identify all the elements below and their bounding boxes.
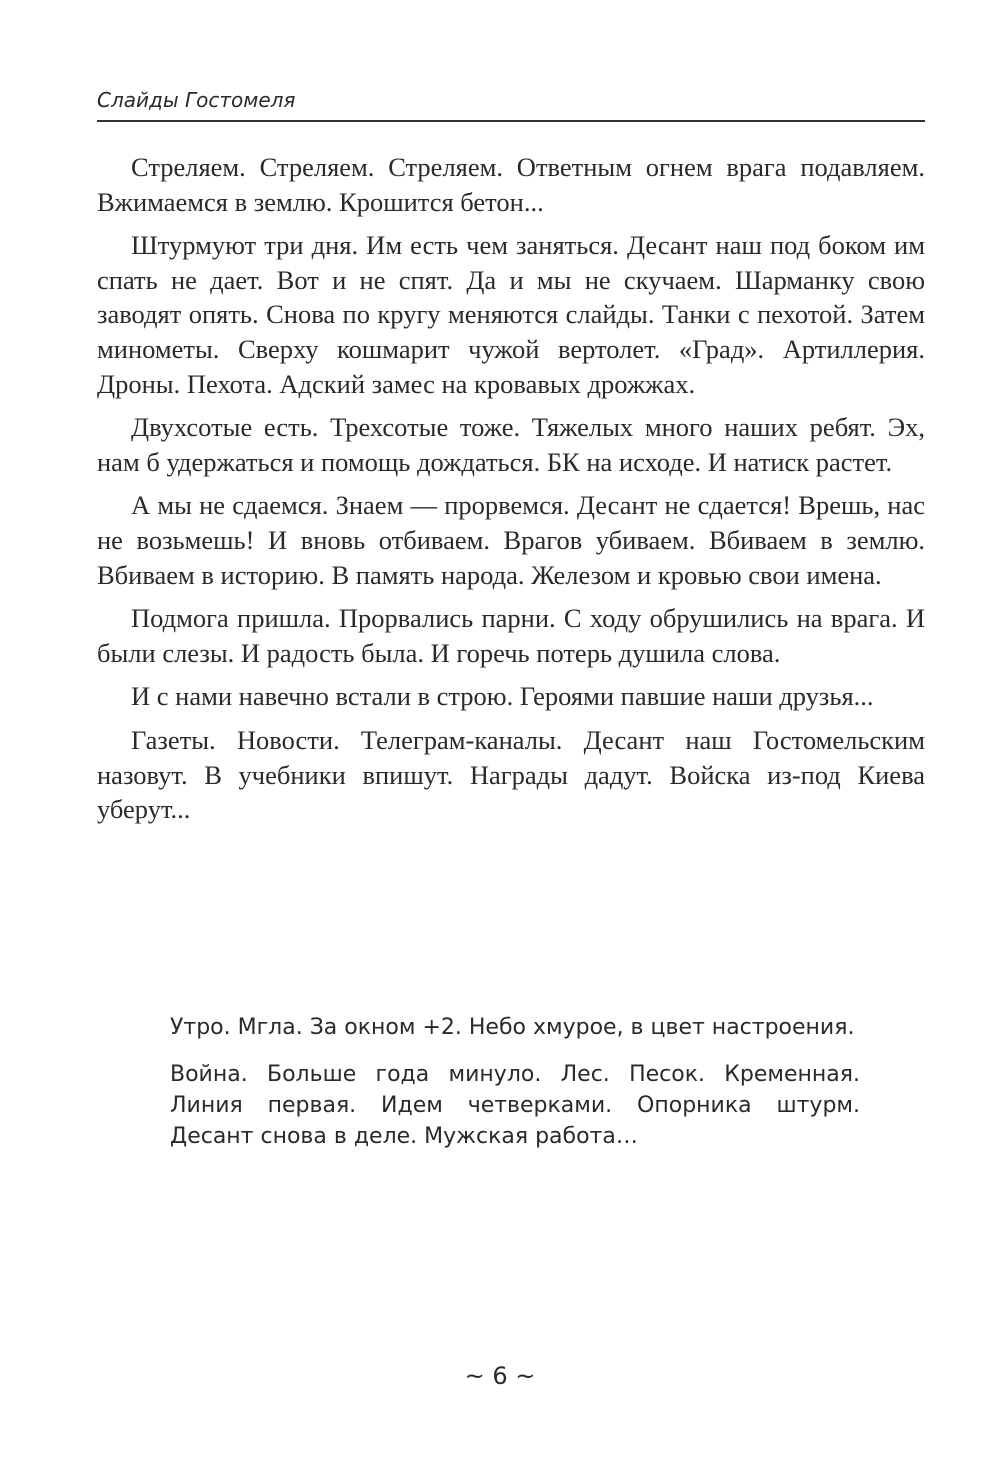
running-head xyxy=(97,86,925,122)
paragraph: Подмога пришла. Прорвались парни. С ходу обрушились на врага. И были слезы. И радость была. И горечь потерь душила слова. xyxy=(97,603,925,668)
paragraph: И с нами навечно встали в строю. Героями павшие наши друзья... xyxy=(131,681,874,712)
paragraph: Газеты. Новости. Телеграм-каналы. Десант наш Гостомельским назовут. В учебники впишут. Награды дадут. Войска из-под Киева уберут... xyxy=(97,724,925,825)
main-text xyxy=(97,150,925,836)
page-number: ~ 6 ~ xyxy=(464,1362,536,1390)
paragraph: А мы не сдаемся. Знаем — прорвемся. Десант не сдается! Врешь, нас не возьмешь! И вновь отбиваем. Врагов убиваем. Вбиваем в землю. Вбиваем в историю. В память народа. Железом и кровью свои имена. xyxy=(97,490,925,590)
epilogue-paragraph: Утро. Мгла. За окном +2. Небо хмурое, в цвет настроения. xyxy=(170,1015,855,1040)
paragraph: Штурмуют три дня. Им есть чем заняться. Десант наш под боком им спать не дает. Вот и не спят. Да и мы не скучаем. Шарманку свою заводят опять. Снова по кругу меняются слайды. Танки с пехотой. Затем минометы. Сверху кошмарит чужой вертолет. «Град». Артиллерия. Дроны. Пехота. Адский замес на кровавых дрожжах. xyxy=(97,230,925,399)
epilogue-paragraph: Война. Больше года минуло. Лес. Песок. Кременная. Линия первая. Идем четверками. Опорника штурм. Десант снова в деле. Мужская работа… xyxy=(170,1062,860,1149)
paragraph: Двухсотые есть. Трехсотые тоже. Тяжелых много наших ребят. Эх, нам б удержаться и помощь дождаться. БК на исходе. И натиск растет. xyxy=(97,412,925,477)
running-head-title: Слайды Гостомеля xyxy=(97,88,296,112)
epilogue-section xyxy=(170,1012,860,1168)
paragraph: Стреляем. Стреляем. Стреляем. Ответным огнем врага подавляем. Вжимаемся в землю. Крошится бетон... xyxy=(97,152,925,217)
